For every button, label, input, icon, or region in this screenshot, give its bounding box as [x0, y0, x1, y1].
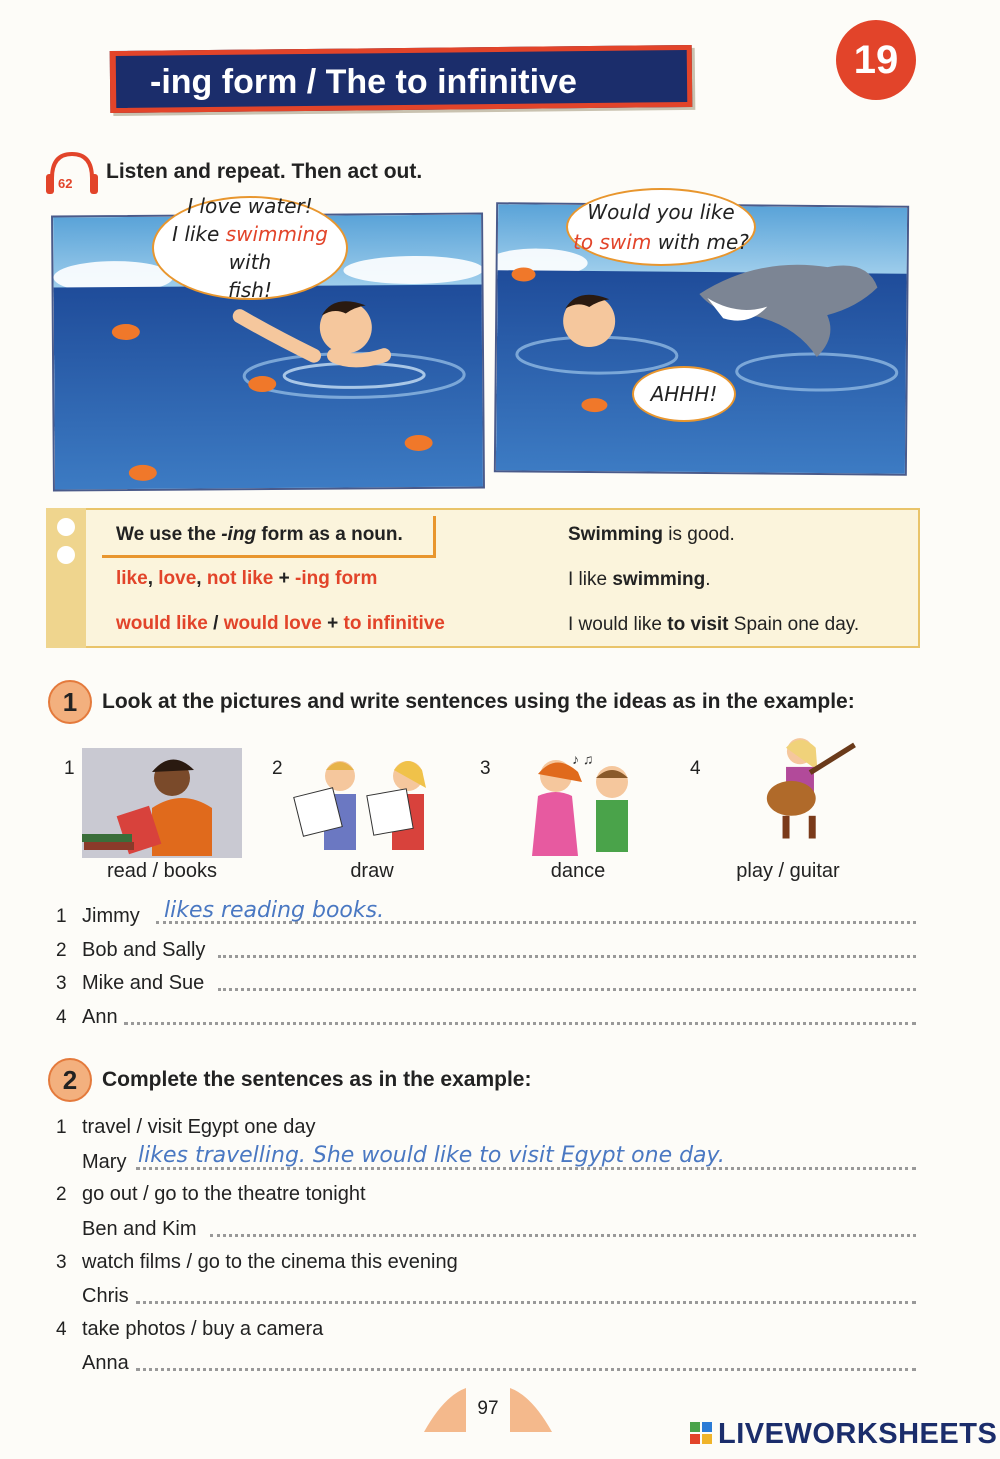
- picture-number-1: 1: [64, 758, 75, 779]
- example2-b: .: [705, 569, 711, 590]
- bubble1-line1: I love water!: [187, 194, 313, 218]
- exercise-2-number: 2: [48, 1058, 92, 1102]
- picture-number-2: 2: [272, 758, 283, 779]
- ex1-row-4-number: 4: [56, 1007, 67, 1028]
- bullet-dot-icon: [57, 546, 75, 564]
- dancing-picture: [508, 748, 668, 858]
- ex1-row-2-subject: Bob and Sally: [82, 939, 206, 961]
- picture-number-3: 3: [480, 758, 491, 779]
- rule2-not-like: not like: [206, 568, 274, 589]
- rule1-part-b: form as a noun.: [256, 524, 403, 545]
- unit-number-badge: 19: [836, 20, 916, 100]
- ex2-item-2-prompt: go out / go to the theatre tonight: [82, 1183, 366, 1205]
- ex2-item-4-number: 4: [56, 1319, 67, 1340]
- liveworksheets-logo-icon: [690, 1422, 714, 1448]
- ex2-item-1-subject: Mary: [82, 1151, 127, 1173]
- page-title: -ing form / The to infinitive: [150, 63, 577, 101]
- ex1-row-2-number: 2: [56, 940, 67, 961]
- ex2-item-2-subject: Ben and Kim: [82, 1218, 197, 1240]
- liveworksheets-logo-text[interactable]: LIVEWORKSHEETS: [718, 1418, 998, 1450]
- grammar-rule-3: [116, 613, 445, 635]
- ex2-item-4-subject: Anna: [82, 1352, 129, 1374]
- ex2-item-2-answer-line[interactable]: [210, 1233, 916, 1237]
- bubble1-line2-red: swimming: [225, 222, 328, 246]
- bubble1-line2-b: with: [228, 250, 272, 274]
- grammar-rule-2: [116, 568, 377, 590]
- ex1-row-1-number: 1: [56, 906, 67, 927]
- rule2-sep2: ,: [196, 568, 207, 589]
- grammar-example-1: [568, 524, 735, 546]
- rule3-would-like: would like: [116, 613, 208, 634]
- picture-caption-3: dance: [550, 860, 606, 882]
- rule2-ing-form: -ing form: [295, 568, 378, 589]
- example3-b: Spain one day.: [728, 614, 860, 635]
- rule3-sep: /: [207, 613, 224, 634]
- grammar-rule-1: [116, 524, 403, 546]
- rule2-plus: +: [273, 568, 296, 589]
- grammar-example-2: [568, 569, 711, 591]
- rule2-like: like: [116, 568, 148, 589]
- ex1-row-3-answer-line[interactable]: [218, 987, 916, 991]
- ex1-row-4-answer-line[interactable]: [124, 1021, 916, 1025]
- svg-text:♪ ♫: ♪ ♫: [572, 751, 594, 767]
- example1-bold: Swimming: [568, 524, 664, 545]
- bubble2-line2: [573, 227, 749, 257]
- page-number: 97: [477, 1398, 499, 1419]
- drawing-picture: [290, 748, 450, 858]
- ex2-item-1-answer[interactable]: likes travelling. She would like to visit Egypt one day.: [138, 1143, 725, 1168]
- picture-number-4: 4: [690, 758, 701, 779]
- rule3-plus: +: [321, 613, 344, 634]
- ex2-item-1-number: 1: [56, 1117, 67, 1138]
- bubble1-line2: [154, 220, 346, 276]
- rule1-emphasis: -ing: [221, 524, 257, 545]
- ex2-item-4-answer-line[interactable]: [136, 1367, 916, 1371]
- bubble1-line2-a: I like: [172, 222, 226, 246]
- bullet-dot-icon: [57, 518, 75, 536]
- rule1-part-a: We use the: [116, 524, 222, 545]
- ex1-row-3-number: 3: [56, 973, 67, 994]
- bubble3-shout: AHHH!: [650, 382, 718, 406]
- speech-bubble-3: [632, 366, 736, 422]
- ex2-item-4-prompt: take photos / buy a camera: [82, 1318, 324, 1340]
- ex1-row-1-answer[interactable]: likes reading books.: [164, 898, 385, 923]
- ex2-item-1-prompt: travel / visit Egypt one day: [82, 1116, 316, 1138]
- ex1-row-2-answer-line[interactable]: [218, 954, 916, 958]
- example2-a: I like: [568, 569, 613, 590]
- ex2-item-3-number: 3: [56, 1252, 67, 1273]
- listen-instruction: Listen and repeat. Then act out.: [106, 160, 423, 183]
- ex2-item-3-prompt: watch films / go to the cinema this evening: [82, 1251, 458, 1273]
- example2-bold: swimming: [612, 569, 706, 590]
- bubble2-line2-b: with me?: [651, 230, 749, 254]
- ex1-row-4-subject: Ann: [82, 1006, 118, 1028]
- exercise-1-title: Look at the pictures and write sentences using the ideas as in the example:: [102, 690, 855, 713]
- rule3-to-infinitive: to infinitive: [343, 613, 445, 634]
- example3-bold: to visit: [667, 614, 729, 635]
- ex1-row-3-subject: Mike and Sue: [82, 972, 205, 994]
- guitar-picture: [720, 732, 880, 842]
- exercise-2-title: Complete the sentences as in the example:: [102, 1068, 532, 1091]
- picture-caption-1: read / books: [106, 860, 218, 882]
- speech-bubble-2: [566, 188, 756, 266]
- picture-caption-4: play / guitar: [736, 860, 840, 882]
- bubble1-line3: fish!: [227, 278, 273, 302]
- ex2-item-3-subject: Chris: [82, 1285, 129, 1307]
- ex2-item-3-answer-line[interactable]: [136, 1300, 916, 1304]
- rule2-love: love: [158, 568, 197, 589]
- grammar-example-3: [568, 614, 859, 636]
- bubble2-line1: Would you like: [587, 200, 735, 224]
- ex1-row-1-subject: Jimmy: [82, 905, 140, 927]
- ex2-item-2-number: 2: [56, 1184, 67, 1205]
- exercise-1-number: 1: [48, 680, 92, 724]
- bubble2-line2-red: to swim: [573, 230, 652, 254]
- reading-picture: [82, 748, 242, 858]
- rule3-would-love: would love: [223, 613, 322, 634]
- speech-bubble-1: [152, 196, 348, 300]
- example3-a: I would like: [568, 614, 668, 635]
- track-number: 62: [58, 176, 73, 191]
- example1-rest: is good.: [663, 524, 735, 545]
- rule2-sep1: ,: [147, 568, 159, 589]
- picture-caption-2: draw: [350, 860, 394, 882]
